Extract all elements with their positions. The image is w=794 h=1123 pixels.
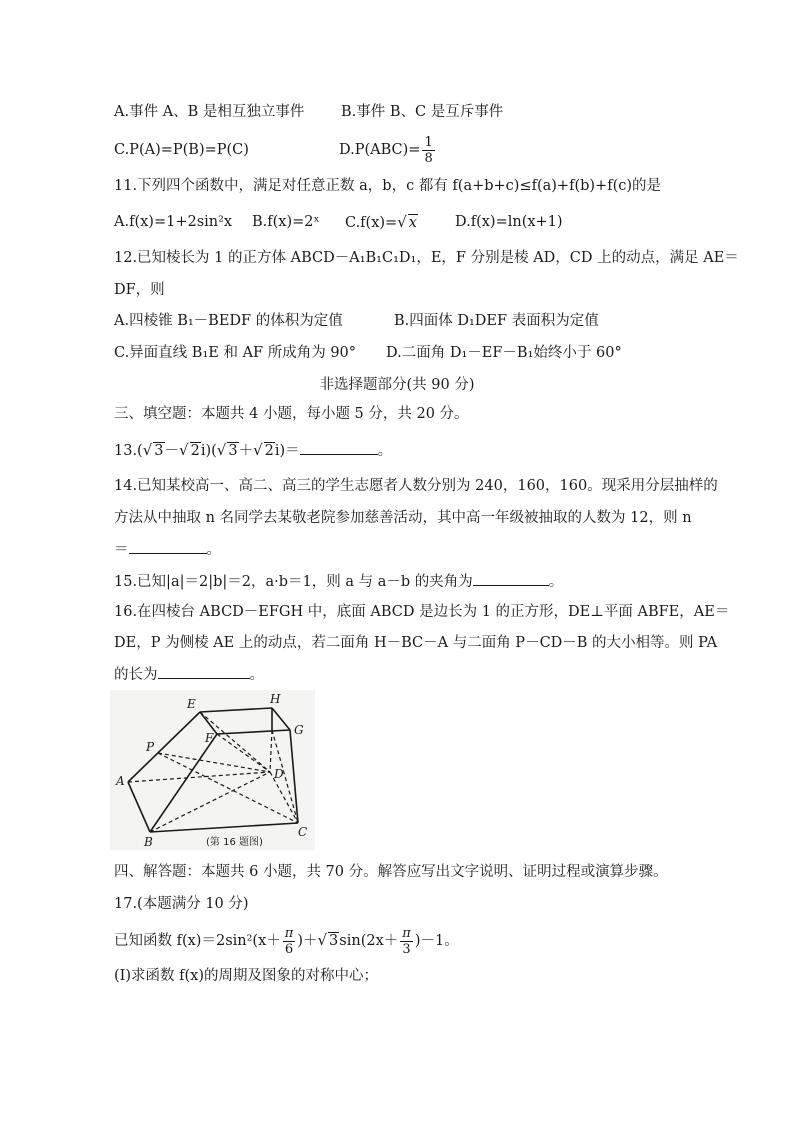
sqrt-icon: √ [317,931,328,949]
label-G: G [294,723,304,737]
q11-stem: 11.下列四个函数中，满足对任意正数 a，b，c 都有 f(a+b+c)≤f(a)+f(b)+f(c)的是 [114,178,661,194]
sqrt-icon: √ [216,441,227,459]
q16-line3-prefix: 的长为 [114,667,158,683]
q12-stem-line1: 12.已知棱长为 1 的正方体 ABCD－A₁B₁C₁D₁，E，F 分别是棱 AD，CD 上的动点，满足 AE＝ [114,250,739,266]
label-B: B [144,835,153,849]
q14-line3 [114,539,221,560]
label-F: F [205,731,214,745]
fraction-denominator: 8 [424,150,433,166]
q17-radicand: 3 [329,933,339,949]
section-heading-3: 三、填空题：本题共 4 小题，每小题 5 分，共 20 分。 [114,406,469,422]
q10-option-d-prefix: D.P(ABC)= [339,142,421,158]
q15-end: 。 [548,574,564,590]
fraction [422,135,434,166]
fraction-denominator: 3 [402,941,411,957]
q16-line1: 16.在四棱台 ABCD－EFGH 中，底面 ABCD 是边长为 1 的正方形，DE⊥平面 ABFE，AE＝ [114,604,730,620]
sqrt-icon: √ [253,441,263,459]
label-A: A [116,774,125,788]
q13-line [114,440,392,461]
q17-function-mid2: sin(2x＋ [339,933,399,949]
q13-end: 。 [377,443,393,459]
q12-option-a: A.四棱锥 B₁－BEDF 的体积为定值 [114,313,343,329]
section-heading-nonselect: 非选择题部分(共 90 分) [319,377,475,393]
q14-end: 。 [206,542,221,558]
label-H: H [270,692,281,706]
fraction-numerator: π [402,925,411,941]
q15-line [114,571,563,592]
q14-line2: 方法从中抽取 n 名同学去某敬老院参加慈善活动，其中高一年级被抽取的人数为 12，则 n [114,510,692,526]
q17-function [114,920,459,961]
label-E: E [187,697,196,711]
q10-option-b: B.事件 B、C 是互斥事件 [341,104,504,120]
q17-function-prefix: 已知函数 f(x)＝2sin²(x＋ [114,933,281,949]
q11-option-c-radicand: x [408,215,417,231]
q11-option-a: A.f(x)=1+2sin²x [114,214,233,230]
q17-heading: 17.(本题满分 10 分) [114,896,249,912]
section-heading-4: 四、解答题：本题共 6 小题，共 70 分。解答应写出文字说明、证明过程或演算步骤。 [114,864,668,880]
answer-blank[interactable] [473,571,549,586]
sqrt-icon: √ [179,441,189,459]
answer-blank[interactable] [300,440,378,455]
q13-radicand-3: 3 [228,443,238,459]
label-C: C [298,825,308,839]
q14-line3-prefix: ＝ [114,542,129,558]
q17-function-mid1: )＋ [297,933,318,949]
fraction-numerator: 1 [424,134,433,150]
sqrt-icon: √ [397,213,407,231]
q11-option-d: D.f(x)=ln(x+1) [455,214,563,230]
q17-part1: (I)求函数 f(x)的周期及图象的对称中心； [114,968,379,984]
q13-radicand-2: 2 [190,443,200,459]
q12-stem-line2: DF，则 [114,282,165,298]
q16-line2: DE，P 为侧棱 AE 上的动点，若二面角 H－BC－A 与二面角 P－CD－B 的大小相等。则 PA [114,635,718,651]
q10-option-c: C.P(A)=P(B)=P(C) [114,142,249,158]
figure-caption: (第 16 题图) [206,837,263,848]
fraction [283,926,296,957]
q17-function-end: )－1。 [414,933,459,949]
sqrt-icon: √ [142,441,153,459]
q13-op-1: － [164,443,180,459]
answer-blank[interactable] [129,539,207,554]
q11-option-c [345,212,418,233]
q13-op-2: i)( [200,443,217,459]
q16-end: 。 [249,667,264,683]
q12-option-b: B.四面体 D₁DEF 表面积为定值 [394,313,599,329]
q11-option-c-prefix: C.f(x)= [345,215,398,231]
answer-blank[interactable] [158,664,250,679]
q13-prefix: 13.( [114,443,143,459]
q13-radicand-1: 3 [154,443,164,459]
label-P: P [146,740,155,754]
q14-line1: 14.已知某校高一、高二、高三的学生志愿者人数分别为 240，160，160。现采用分层抽样的 [114,478,718,494]
label-D: D [274,767,284,781]
frustum-figure [110,690,315,850]
q10-option-d [339,130,437,170]
q13-op-3: ＋ [238,443,254,459]
q12-option-d: D.二面角 D₁－EF－B₁始终小于 60° [386,345,622,361]
fraction-numerator: π [284,925,294,941]
q16-line3 [114,664,264,685]
q12-option-c: C.异面直线 B₁E 和 AF 所成角为 90° [114,345,357,361]
q10-option-a: A.事件 A、B 是相互独立事件 [114,104,305,120]
q11-option-b: B.f(x)=2ˣ [252,214,320,230]
fraction-denominator: 6 [284,941,294,957]
fraction [400,926,413,957]
q15-text: 15.已知|a|＝2|b|＝2，a·b＝1，则 a 与 a－b 的夹角为 [114,574,473,590]
q13-op-4: i)＝ [274,443,300,459]
q13-radicand-4: 2 [264,443,274,459]
